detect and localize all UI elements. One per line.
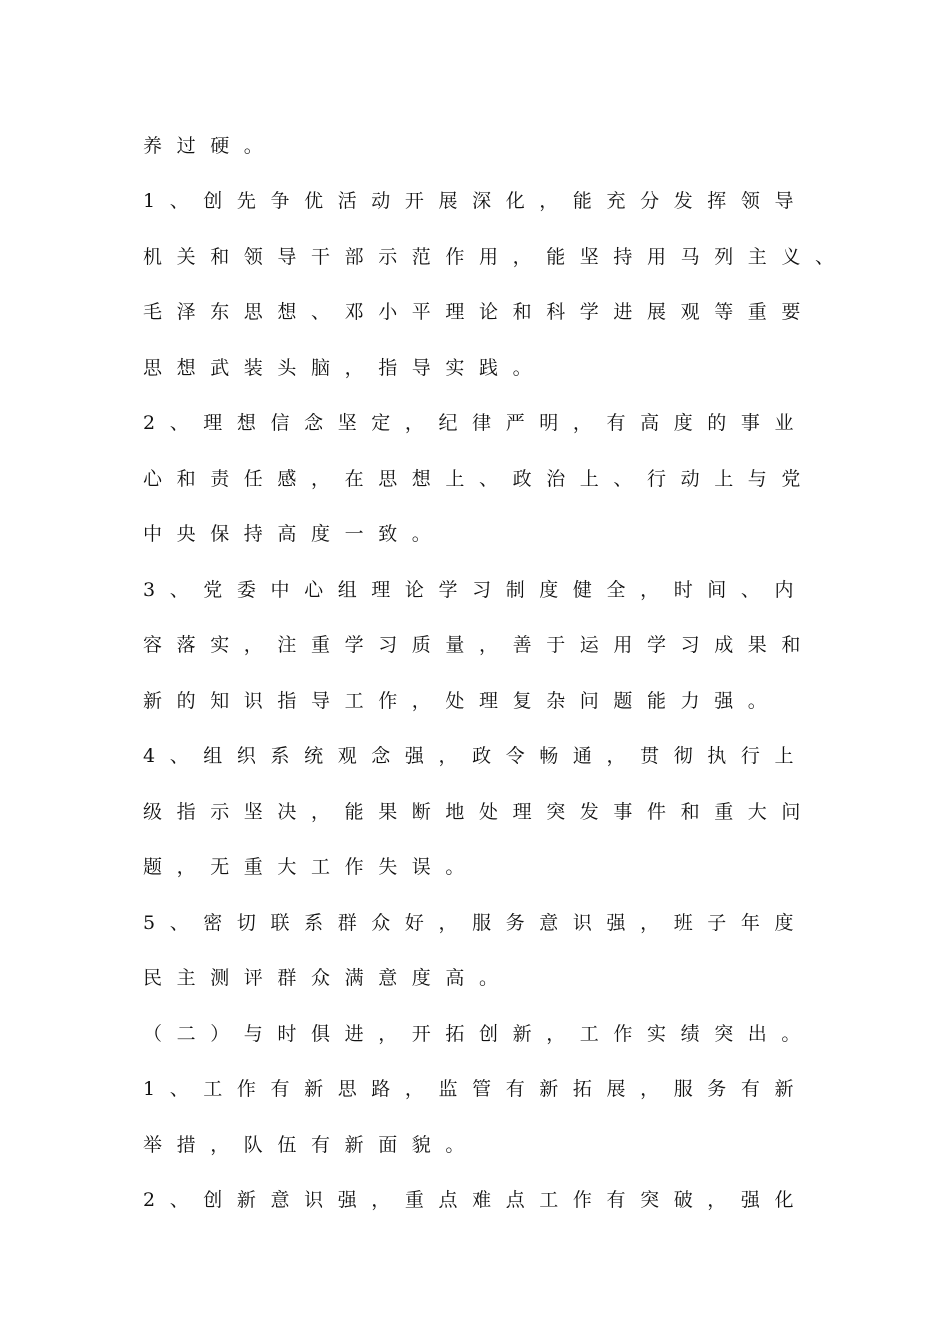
text-line: 民主测评群众满意度高。: [143, 967, 513, 989]
text-line: 举措，队伍有新面貌。: [143, 1134, 480, 1156]
text-line: 养过硬。: [143, 135, 278, 157]
text-line: 毛泽东思想、邓小平理论和科学进展观等重要: [143, 301, 816, 323]
text-line: 2、创新意识强，重点难点工作有突破，强化: [143, 1189, 809, 1211]
text-line: 5、密切联系群众好，服务意识强，班子年度: [143, 912, 809, 934]
text-line: （二）与时俱进，开拓创新，工作实绩突出。: [143, 1023, 816, 1045]
text-line: 机关和领导干部示范作用，能坚持用马列主义、: [143, 246, 849, 268]
text-line: 3、党委中心组理论学习制度健全，时间、内: [143, 579, 809, 601]
text-line: 容落实，注重学习质量，善于运用学习成果和: [143, 634, 816, 656]
text-line: 4、组织系统观念强，政令畅通，贯彻执行上: [143, 745, 809, 767]
text-line: 中央保持高度一致。: [143, 523, 446, 545]
text-line: 1、创先争优活动开展深化，能充分发挥领导: [143, 190, 809, 212]
text-line: 2、理想信念坚定，纪律严明，有高度的事业: [143, 412, 809, 434]
text-line: 1、工作有新思路，监管有新拓展，服务有新: [143, 1078, 809, 1100]
text-line: 级指示坚决，能果断地处理突发事件和重大问: [143, 801, 816, 823]
text-line: 题，无重大工作失误。: [143, 856, 480, 878]
text-line: 心和责任感，在思想上、政治上、行动上与党: [143, 468, 816, 490]
text-line: 新的知识指导工作，处理复杂问题能力强。: [143, 690, 782, 712]
text-line: 思想武装头脑，指导实践。: [143, 357, 547, 379]
